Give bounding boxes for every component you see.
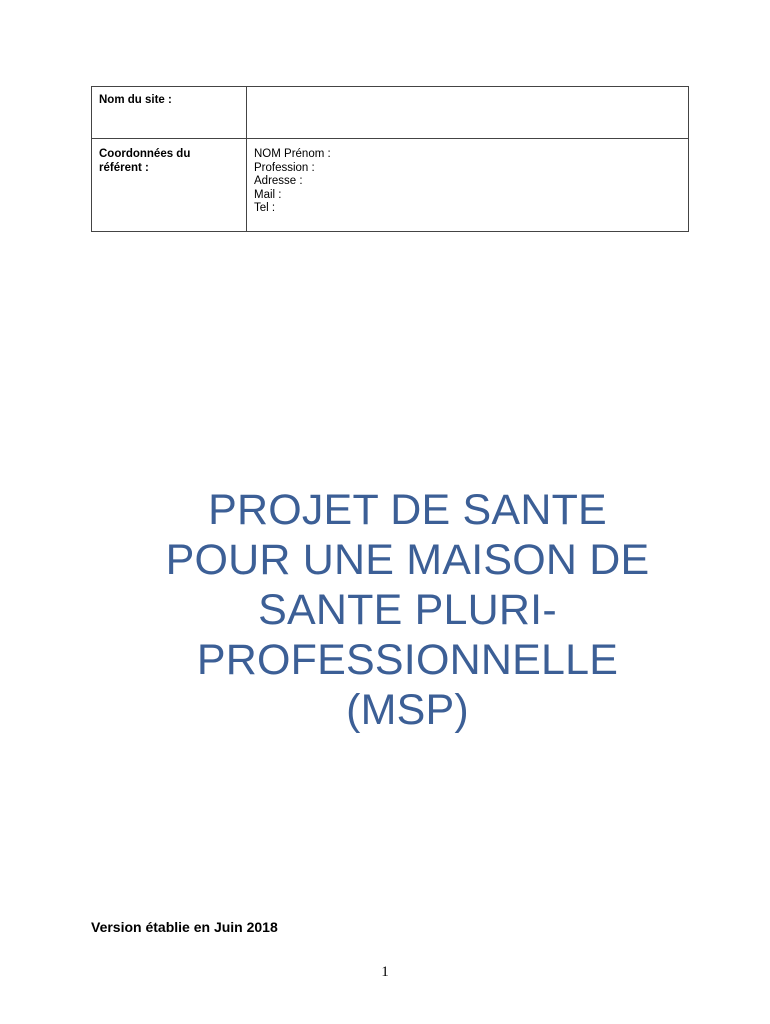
document-title (120, 485, 695, 735)
title-line: PROFESSIONNELLE (196, 636, 619, 684)
referent-label-line1: Coordonnées du (99, 148, 191, 160)
referent-label (92, 139, 247, 232)
referent-field-name: NOM Prénom : (254, 148, 331, 160)
page-number: 1 (381, 964, 389, 980)
title-line: (MSP) (346, 686, 469, 734)
site-name-label: Nom du site : (92, 87, 247, 139)
site-name-value (247, 87, 689, 139)
title-line: SANTE PLURI- (258, 586, 557, 634)
referent-field-mail: Mail : (254, 188, 282, 201)
version-text: Version établie en Juin 2018 (91, 919, 278, 935)
referent-field-tel: Tel : (254, 202, 276, 214)
title-line: POUR UNE MAISON DE (165, 536, 650, 584)
referent-info-table (91, 86, 689, 232)
referent-fields (247, 139, 689, 232)
referent-label-line2: référent : (99, 161, 149, 174)
title-line: PROJET DE SANTE (208, 486, 607, 534)
table-row-referent (92, 139, 689, 232)
referent-field-address: Adresse : (254, 175, 303, 187)
table-row-site-name (92, 87, 689, 139)
referent-field-profession: Profession : (254, 161, 315, 174)
